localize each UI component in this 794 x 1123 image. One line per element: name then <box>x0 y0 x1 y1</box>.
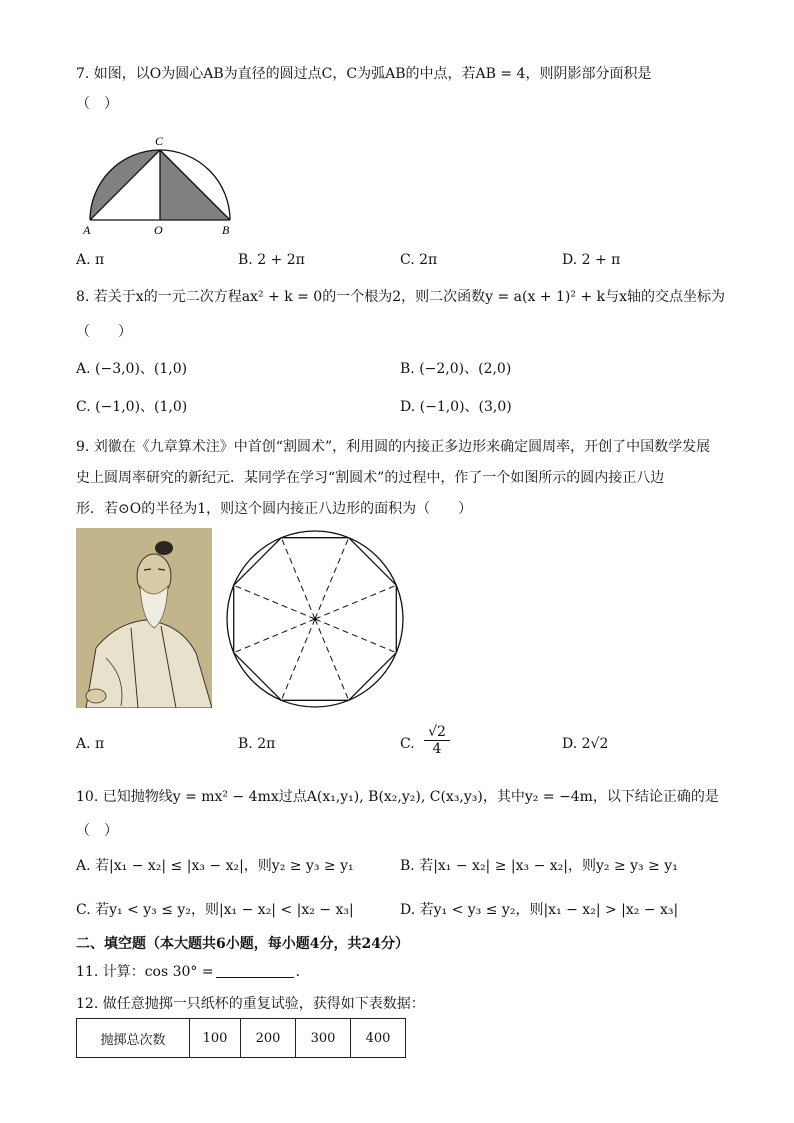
q9-line2: 史上圆周率研究的新纪元．某同学在学习“割圆术”的过程中，作了一个如图所示的圆内接正八边 <box>76 470 665 486</box>
q11-line <box>76 962 310 982</box>
q9-option-c-label: C. <box>400 736 415 752</box>
q10-option-a: A. 若|x₁ − x₂| ≤ |x₃ − x₂|，则y₂ ≥ y₃ ≥ y₁ <box>76 858 354 874</box>
q12-data-table <box>76 1018 406 1058</box>
liu-hui-portrait-image <box>76 528 212 708</box>
q9-option-c-fraction <box>424 724 450 757</box>
table-cell: 300 <box>296 1019 351 1058</box>
label-b: B <box>222 223 230 237</box>
section2-title: 二、填空题（本大题共6小题，每小题4分，共24分） <box>76 936 409 952</box>
q9-line3: 形．若⊙O的半径为1，则这个圆内接正八边形的面积为（ ） <box>76 501 473 517</box>
q9-line1: 9. 刘徽在《九章算术注》中首创“割圆术”，利用圆的内接正多边形来确定圆周率，开创了中国数学发展 <box>76 439 711 455</box>
q9-option-c-denominator: 4 <box>432 741 442 757</box>
q10-option-c: C. 若y₁ < y₃ ≤ y₂，则|x₁ − x₂| < |x₂ − x₃| <box>76 902 354 918</box>
q7-option-b: B. 2 + 2π <box>238 252 305 268</box>
q9-option-c-numerator: √2 <box>424 724 450 741</box>
table-cell: 400 <box>351 1019 406 1058</box>
octagon-in-circle-figure <box>222 526 408 712</box>
label-a: A <box>83 223 91 237</box>
q11-prefix: 11. 计算：cos 30° = <box>76 964 214 980</box>
q7-option-a: A. π <box>76 252 105 268</box>
label-o: O <box>154 223 163 237</box>
table-cell: 200 <box>241 1019 296 1058</box>
table-header-cell: 抛掷总次数 <box>77 1019 190 1058</box>
q7-paren: （ ） <box>76 96 118 112</box>
q8-option-c: C. (−1,0)、(1,0) <box>76 399 188 415</box>
label-c: C <box>155 134 164 148</box>
q9-option-d: D. 2√2 <box>562 736 609 752</box>
q11-answer-blank[interactable] <box>216 963 294 978</box>
q7-semicircle-figure <box>80 132 240 240</box>
q9-option-c <box>400 724 446 757</box>
q7-option-c: C. 2π <box>400 252 438 268</box>
octagon-radii <box>234 538 397 701</box>
q12-stem: 12. 做任意抛掷一只纸杯的重复试验，获得如下表数据： <box>76 996 425 1012</box>
q8-stem: 8. 若关于x的一元二次方程ax² + k = 0的一个根为2，则二次函数y = a(x + 1)² + k与x轴的交点坐标为 <box>76 289 725 305</box>
table-cell: 100 <box>190 1019 241 1058</box>
q8-option-a: A. (−3,0)、(1,0) <box>76 361 188 377</box>
q7-stem: 7. 如图，以O为圆心AB为直径的圆过点C，C为弧AB的中点，若AB = 4，则阴影部分面积是 <box>76 66 652 82</box>
table-row <box>77 1019 406 1058</box>
q8-paren: （ ） <box>76 324 132 340</box>
q10-stem: 10. 已知抛物线y = mx² − 4mx过点A(x₁,y₁), B(x₂,y₂), C(x₃,y₃)，其中y₂ = −4m，以下结论正确的是 <box>76 789 719 805</box>
q10-paren: （ ） <box>76 823 118 839</box>
q11-suffix: ． <box>295 964 310 980</box>
q9-option-b: B. 2π <box>238 736 276 752</box>
q8-option-b: B. (−2,0)、(2,0) <box>400 361 512 377</box>
q8-option-d: D. (−1,0)、(3,0) <box>400 399 512 415</box>
q10-option-b: B. 若|x₁ − x₂| ≥ |x₃ − x₂|，则y₂ ≥ y₃ ≥ y₁ <box>400 858 678 874</box>
q9-option-a: A. π <box>76 736 105 752</box>
q10-option-d: D. 若y₁ < y₃ ≤ y₂，则|x₁ − x₂| > |x₂ − x₃| <box>400 902 679 918</box>
q7-option-d: D. 2 + π <box>562 252 621 268</box>
